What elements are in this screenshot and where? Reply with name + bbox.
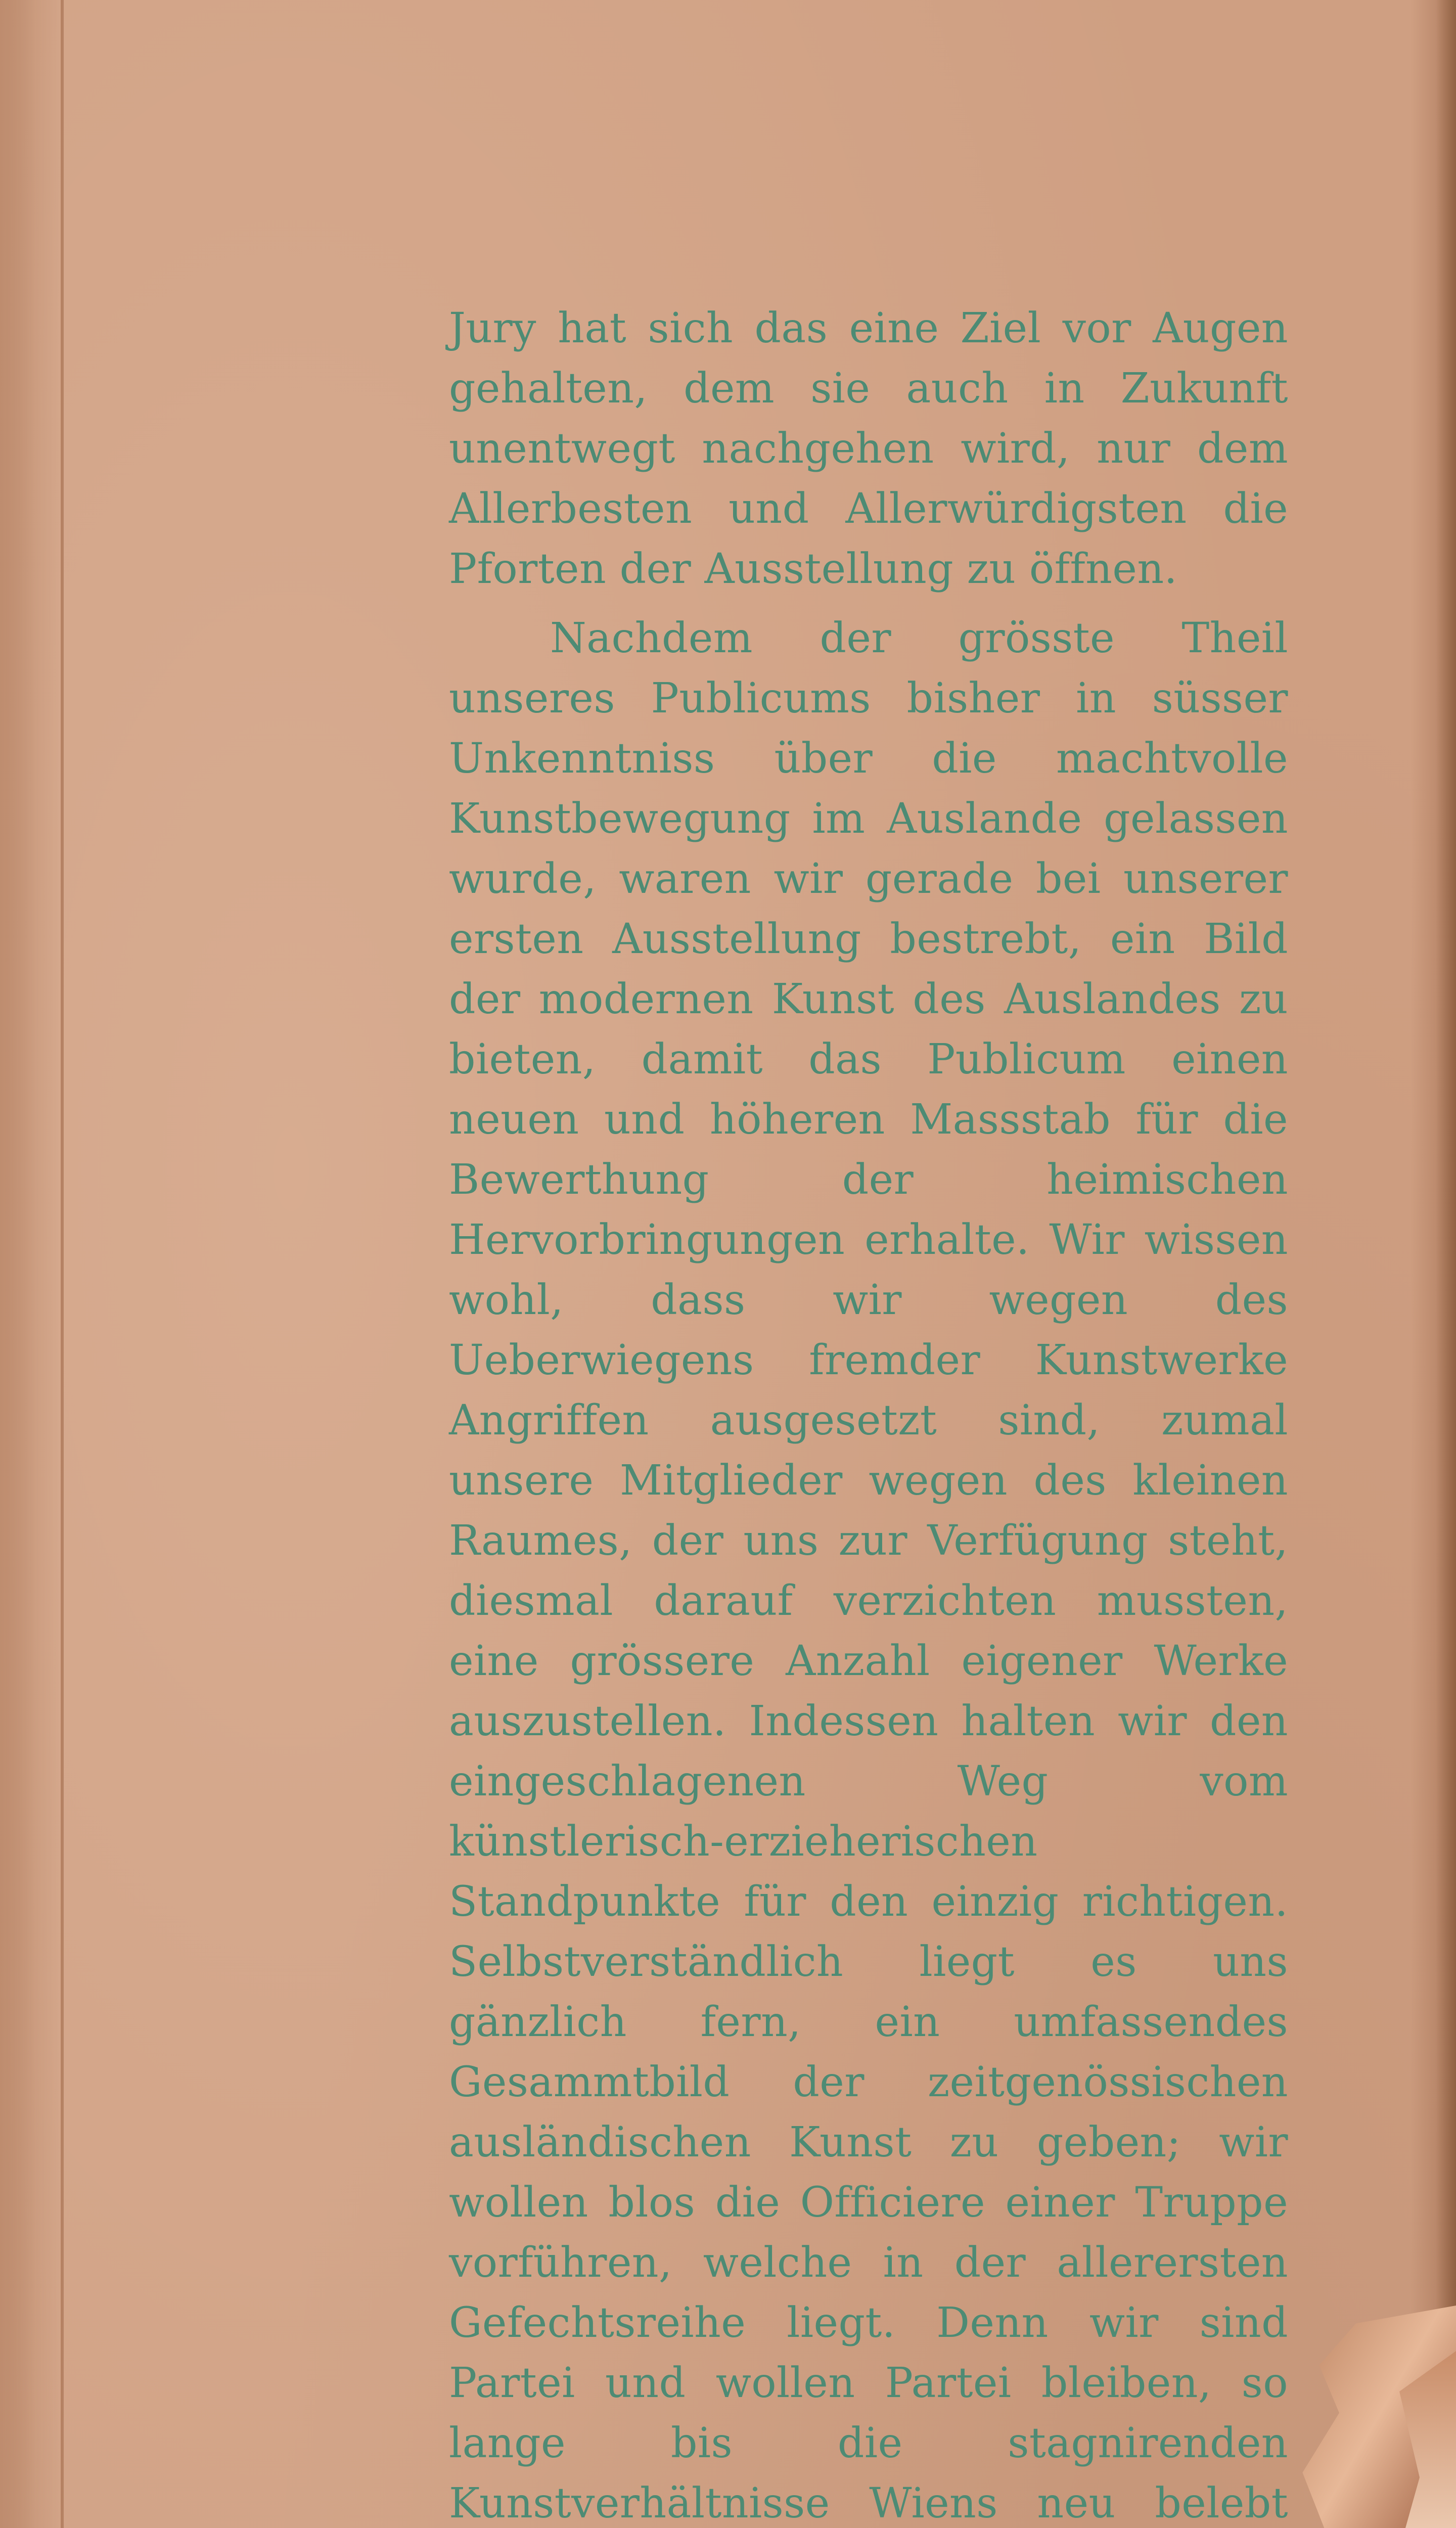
body-text	[449, 298, 1288, 2528]
right-spine-edge	[1436, 0, 1456, 2528]
paragraph-2: Nachdem der grösste Theil unseres Publicums bisher in süsser Unkenntniss über die machtvolle Kunstbewegung im Auslande gelassen wurde, waren wir gerade bei unserer ersten Ausstellung bestrebt, ein Bild der modernen Kunst des Auslandes zu bieten, damit das Publicum einen neuen und höheren Massstab für die Bewerthung der heimischen Hervorbringungen erhalte. Wir wissen wohl, dass wir wegen des Ueberwiegens fremder Kunstwerke Angriffen ausgesetzt sind, zumal unsere Mitglieder wegen des kleinen Raumes, der uns zur Verfügung steht, diesmal darauf verzichten mussten, eine grössere Anzahl eigener Werke auszustellen. Indessen halten wir den eingeschlagenen Weg vom künstlerisch-erzieherischen Standpunkte für den einzig richtigen. Selbstverständlich liegt es uns gänzlich fern, ein umfassendes Gesammtbild der zeitgenössischen ausländischen Kunst zu geben; wir wollen blos die Officiere einer Truppe vorführen, welche in der allerersten Gefechtsreihe liegt. Denn wir sind Partei und wollen Partei bleiben, so lange bis die stagnirenden Kunstverhältnisse Wiens neu belebt	[449, 614, 1288, 2527]
left-worn-edge	[0, 0, 64, 2528]
paragraph-1: Jury hat sich das eine Ziel vor Augen gehalten, dem sie auch in Zukunft unentwegt nachgehen wird, nur dem Allerbesten und Allerwürdigsten die Pforten der Ausstellung zu öffnen.	[449, 304, 1288, 593]
